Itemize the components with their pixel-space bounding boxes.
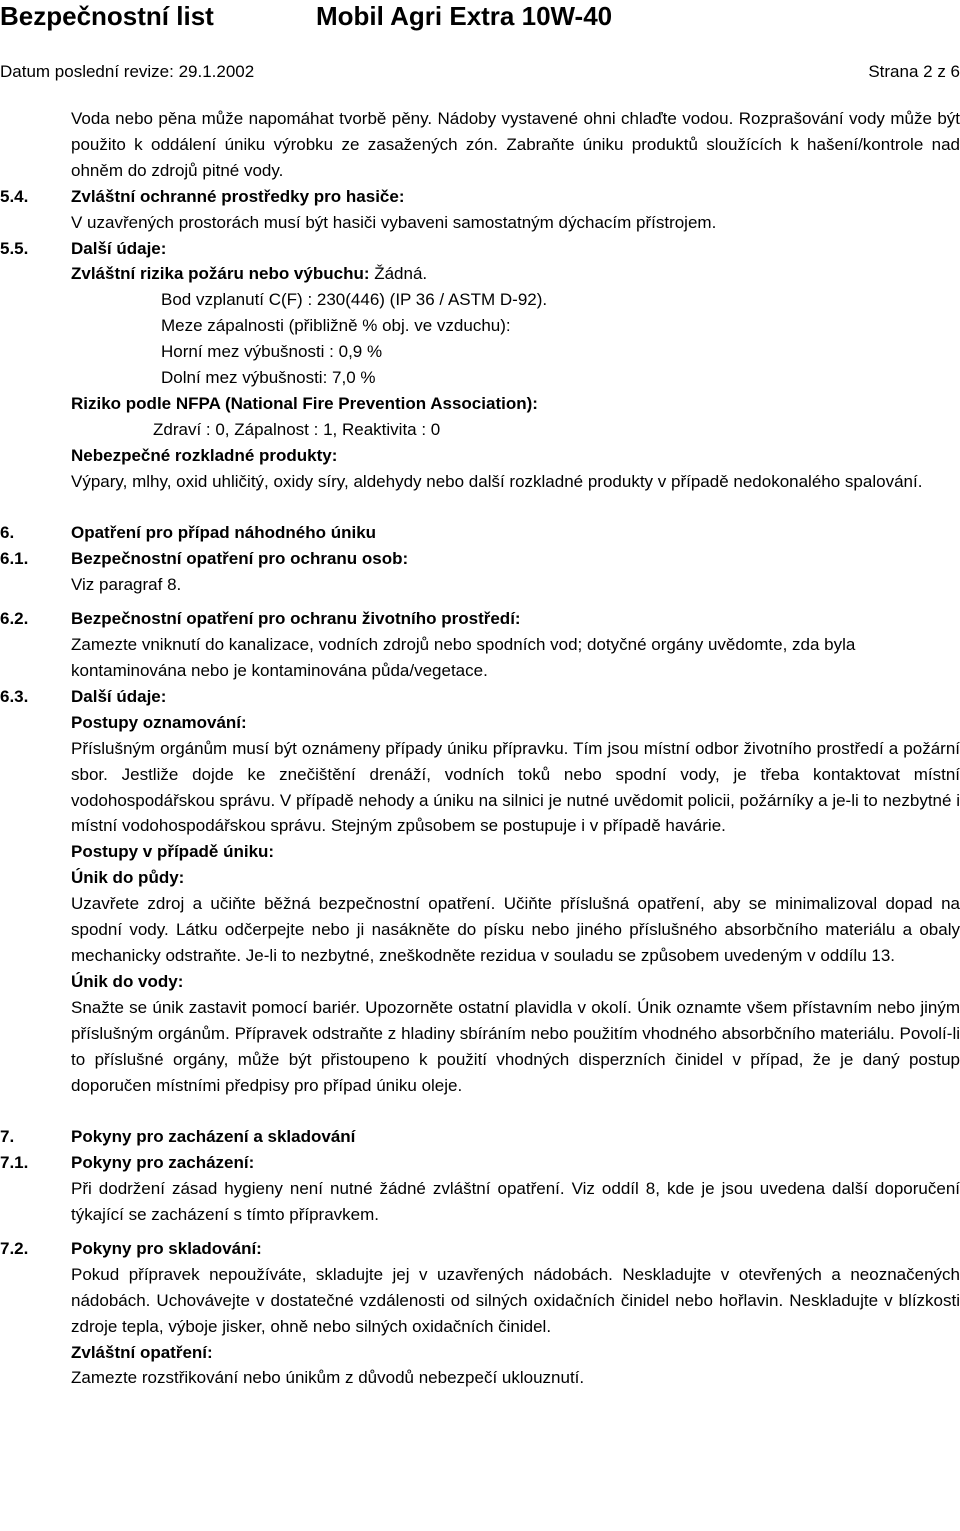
leak-procedures-heading: Postupy v případě úniku: xyxy=(71,842,275,862)
section-heading: Další údaje: xyxy=(71,686,167,706)
section-5-intro: Voda nebo pěna může napomáhat tvorbě pěny. Nádoby vystavené ohni chlaďte vodou. Rozprašování vody může být použito k oddálení úniku výrobku ze zasažených zón. Zabraňte úniku produktů sloužících k hašení/kontrole nad ohněm do zdrojů pitné vody. xyxy=(71,109,960,180)
section-number: 6.1. xyxy=(0,549,29,569)
section-6-3 xyxy=(0,684,960,710)
section-number: 7.2. xyxy=(0,1238,29,1258)
section-heading: Bezpečnostní opatření pro ochranu životního prostředí: xyxy=(71,609,521,629)
section-heading: Bezpečnostní opatření pro ochranu osob: xyxy=(71,549,409,569)
section-6-2-text: Zamezte vniknutí do kanalizace, vodních zdrojů nebo spodních vod; dotyčné orgány uvědomte, zda byla kontaminována nebo je kontaminována půda/vegetace. xyxy=(71,635,856,681)
section-heading: Pokyny pro skladování: xyxy=(71,1238,262,1258)
section-6-1 xyxy=(0,546,960,572)
section-6 xyxy=(0,520,960,546)
document-title: Bezpečnostní list xyxy=(0,1,214,31)
notification-heading: Postupy oznamování: xyxy=(71,712,247,732)
section-heading: Zvláštní ochranné prostředky pro hasiče: xyxy=(71,186,405,206)
section-heading: Pokyny pro zacházení a skladování xyxy=(71,1127,356,1147)
decomposition-heading: Nebezpečné rozkladné produkty: xyxy=(71,445,338,465)
special-measures-heading: Zvláštní opatření: xyxy=(71,1342,213,1362)
special-measures-text: Zamezte rozstřikování nebo únikům z důvodů nebezpečí uklouznutí. xyxy=(71,1368,585,1388)
lower-limit: Dolní mez výbušnosti: 7,0 % xyxy=(161,368,376,388)
soil-leak-heading: Únik do půdy: xyxy=(71,868,185,888)
notification-text: Příslušným orgánům musí být oznámeny případy úniku přípravku. Tím jsou místní odbor životního prostředí a požární sbor. Jestliže dojde ke znečištění drenáží, vodních toků nebo spodní vody, je třeba kontaktovat místní vodohospodářskou správu. V případě nehody a úniku na silnici je nutné uvědomit policii, požárníky a je-li to nezbytné i místní vodohospodářskou správu. Stejným způsobem se postupuje i v případě havárie. xyxy=(71,738,960,836)
section-7-1-text: Při dodržení zásad hygieny není nutné žádné zvláštní opatření. Viz oddíl 8, kde je jsou uvedena další doporučení týkající se zacházení s tímto přípravkem. xyxy=(71,1179,960,1225)
section-number: 7.1. xyxy=(0,1153,29,1173)
section-number: 5.5. xyxy=(0,238,29,258)
section-6-1-text: Viz paragraf 8. xyxy=(71,575,182,595)
fire-risk-value: Žádná. xyxy=(369,264,428,284)
section-5-5 xyxy=(0,236,960,262)
upper-limit: Horní mez výbušnosti : 0,9 % xyxy=(161,342,383,362)
section-6-2 xyxy=(0,606,960,632)
revision-date: Datum poslední revize: 29.1.2002 xyxy=(0,62,255,81)
header-meta xyxy=(0,58,960,86)
fire-risk-line xyxy=(0,261,960,287)
section-5-4 xyxy=(0,184,960,210)
flammability-limits: Meze zápalnosti (přibližně % obj. ve vzduchu): xyxy=(161,316,511,336)
decomposition-text: Výpary, mlhy, oxid uhličitý, oxidy síry, aldehydy nebo další rozkladné produkty v případě nedokonalého spalování. xyxy=(71,471,923,491)
section-7-2 xyxy=(0,1236,960,1262)
fire-risk-label: Zvláštní rizika požáru nebo výbuchu: xyxy=(71,264,370,284)
soil-leak-text: Uzavřete zdroj a učiňte běžná bezpečnostní opatření. Učiňte příslušná opatření, aby se minimalizoval dopad na spodní vody. Látku odčerpejte nebo ji nasákněte do písku nebo jiného příslušného absorbčního materiálu a obaly mechanicky odstraňte. Je-li to nezbytné, zneškodněte rezidua v souladu se způsobem uvedeným v oddílu 13. xyxy=(71,894,960,965)
section-number: 6.3. xyxy=(0,686,29,706)
section-heading: Pokyny pro zacházení: xyxy=(71,1153,255,1173)
section-number: 7. xyxy=(0,1127,15,1147)
nfpa-heading: Riziko podle NFPA (National Fire Prevention Association): xyxy=(71,393,538,413)
section-number: 6. xyxy=(0,523,15,543)
page-number: Strana 2 z 6 xyxy=(868,62,960,81)
product-name: Mobil Agri Extra 10W-40 xyxy=(316,1,613,31)
section-7-1 xyxy=(0,1150,960,1176)
water-leak-heading: Únik do vody: xyxy=(71,971,184,991)
nfpa-values: Zdraví : 0, Zápalnost : 1, Reaktivita : 0 xyxy=(153,419,441,439)
section-heading: Opatření pro případ náhodného úniku xyxy=(71,523,377,543)
section-7-2-text: Pokud přípravek nepoužíváte, skladujte jej v uzavřených nádobách. Neskladujte v otevřených a neoznačených nádobách. Uchovávejte v dostatečné vzdálenosti od silných oxidačních činidel nebo hořlavin. Neskladujte v blízkosti zdroje tepla, výboje jisker, ohně nebo silných oxidačních činidel. xyxy=(71,1264,960,1336)
section-7 xyxy=(0,1124,960,1150)
document-body xyxy=(0,106,960,1391)
section-5-4-text: V uzavřených prostorách musí být hasiči vybaveni samostatným dýchacím přístrojem. xyxy=(71,212,717,232)
section-number: 5.4. xyxy=(0,186,29,206)
section-number: 6.2. xyxy=(0,609,29,629)
section-heading: Další údaje: xyxy=(71,238,167,258)
document-header xyxy=(0,0,960,34)
water-leak-text: Snažte se únik zastavit pomocí bariér. Upozorněte ostatní plavidla v okolí. Únik oznamte všem přístavním nebo jiným příslušným orgánům. Přípravek odstraňte z hladiny sbíráním nebo použitím vhodného absorbčního materiálu. Povolí-li to příslušné orgány, může být přistoupeno k použití vhodných disperzních činidel v případ, že je daný postup doporučen místními předpisy pro případ úniku oleje. xyxy=(71,997,960,1095)
flash-point: Bod vzplanutí C(F) : 230(446) (IP 36 / ASTM D-92). xyxy=(161,290,548,310)
